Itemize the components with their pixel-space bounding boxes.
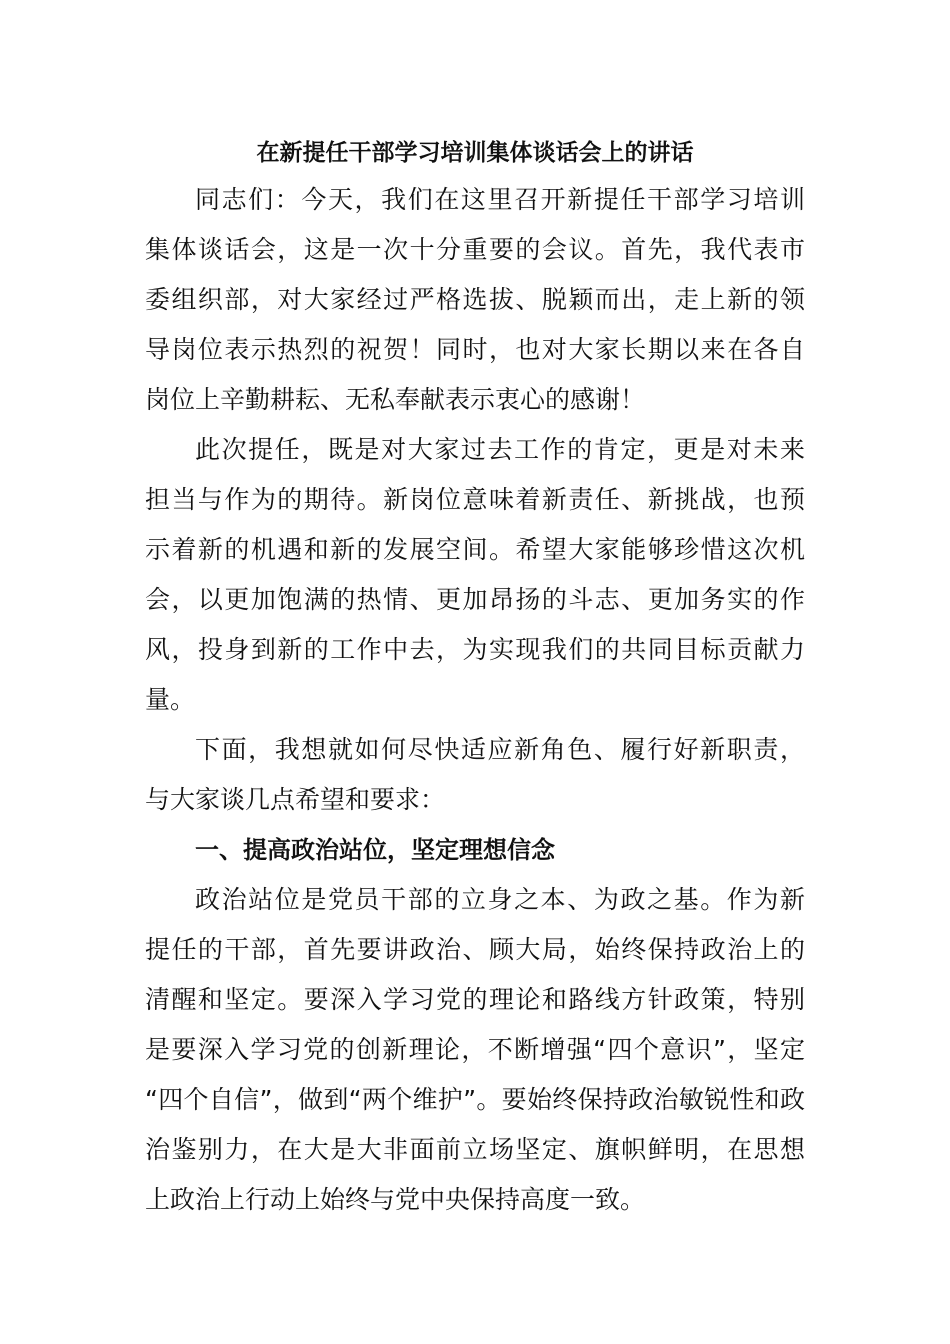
section-heading: 一、提高政治站位，坚定理想信念: [195, 836, 555, 864]
text-line: 集体谈话会，这是一次十分重要的会议。首先，我代表市: [145, 235, 805, 264]
text-line: 与大家谈几点希望和要求：: [145, 785, 446, 814]
text-line: 岗位上辛勤耕耘、无私奉献表示衷心的感谢！: [145, 385, 646, 414]
text-line: 清醒和坚定。要深入学习党的理论和路线方针政策，特别: [145, 985, 805, 1014]
text-line: “四个自信”，做到“两个维护”。要始终保持政治敏锐性和政: [145, 1085, 805, 1114]
text-line: 提任的干部，首先要讲政治、顾大局，始终保持政治上的: [145, 935, 805, 964]
text-line: 同志们：今天，我们在这里召开新提任干部学习培训: [195, 185, 805, 214]
text-line: 导岗位表示热烈的祝贺！同时，也对大家长期以来在各自: [145, 335, 805, 364]
text-line: 上政治上行动上始终与党中央保持高度一致。: [145, 1185, 646, 1214]
text-line: 下面，我想就如何尽快适应新角色、履行好新职责，: [195, 735, 805, 764]
text-line: 担当与作为的期待。新岗位意味着新责任、新挑战，也预: [145, 485, 805, 514]
text-line: 风，投身到新的工作中去，为实现我们的共同目标贡献力: [145, 635, 805, 664]
document-body: [145, 175, 805, 1225]
text-line: 会，以更加饱满的热情、更加昂扬的斗志、更加务实的作: [145, 585, 805, 614]
text-line: 治鉴别力，在大是大非面前立场坚定、旗帜鲜明，在思想: [145, 1135, 805, 1164]
text-line: 示着新的机遇和新的发展空间。希望大家能够珍惜这次机: [145, 535, 805, 564]
text-line: 政治站位是党员干部的立身之本、为政之基。作为新: [195, 885, 805, 914]
text-line: 是要深入学习党的创新理论，不断增强“四个意识”，坚定: [145, 1035, 805, 1064]
text-line: 量。: [145, 685, 196, 714]
text-line: 此次提任，既是对大家过去工作的肯定，更是对未来: [195, 435, 805, 464]
document-title: 在新提任干部学习培训集体谈话会上的讲话: [256, 140, 694, 166]
text-line: 委组织部，对大家经过严格选拔、脱颖而出，走上新的领: [145, 285, 805, 314]
